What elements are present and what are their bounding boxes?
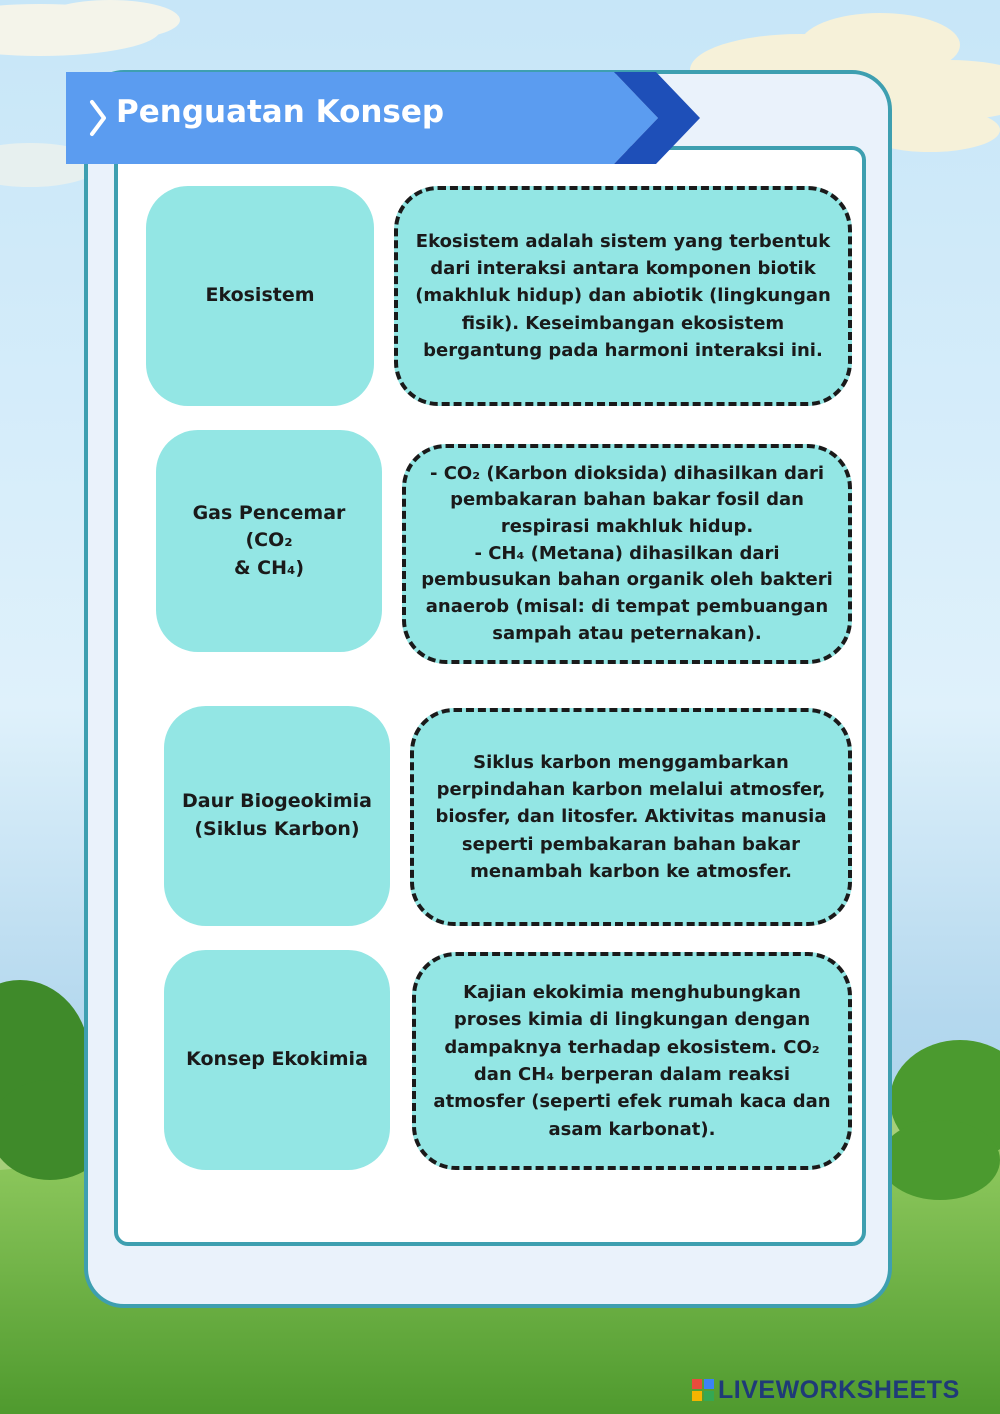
definition-text: Kajian ekokimia menghubungkan proses kimia di lingkungan dengan dampaknya terhadap ekosistem. CO₂ dan CH₄ berperan dalam reaksi atmosfer (seperti efek rumah kaca dan asam karbonat).: [433, 981, 831, 1140]
definition-box-gas-pencemar: [402, 444, 852, 664]
page-title: Penguatan Konsep: [116, 94, 445, 130]
term-label: Konsep Ekokimia: [186, 1048, 368, 1071]
term-label: Daur Biogeokimia (Siklus Karbon): [182, 790, 372, 840]
term-box-ekosistem: [146, 186, 374, 406]
logo-text: LIVEWORKSHEETS: [718, 1375, 960, 1404]
definition-text: Siklus karbon menggambarkan perpindahan karbon melalui atmosfer, biosfer, dan litosfer. Aktivitas manusia seperti pembakaran bahan bakar menambah karbon ke atmosfer.: [435, 751, 827, 883]
term-label: Ekosistem: [205, 284, 315, 307]
term-box-konsep-ekokimia: [164, 950, 390, 1170]
definition-text: Ekosistem adalah sistem yang terbentuk dari interaksi antara komponen biotik (makhluk hidup) dan abiotik (lingkungan fisik). Keseimbangan ekosistem bergantung pada harmoni interaksi ini.: [415, 230, 831, 362]
term-box-gas-pencemar: [156, 430, 382, 652]
definition-box-ekosistem: [394, 186, 852, 406]
definition-box-konsep-ekokimia: [412, 952, 852, 1170]
liveworksheets-logo[interactable]: [692, 1374, 960, 1406]
term-label: Gas Pencemar (CO₂ & CH₄): [192, 501, 346, 579]
definition-box-daur-biogeokimia: [410, 708, 852, 926]
liveworksheets-logo-icon: [692, 1379, 714, 1401]
term-box-daur-biogeokimia: [164, 706, 390, 926]
definition-text: - CO₂ (Karbon dioksida) dihasilkan dari pembakaran bahan bakar fosil dan respirasi makhluk hidup. - CH₄ (Metana) dihasilkan dari pembusukan bahan organik oleh bakteri anaerob (misal: di tempat pembuangan sampah atau peternakan).: [421, 462, 833, 644]
